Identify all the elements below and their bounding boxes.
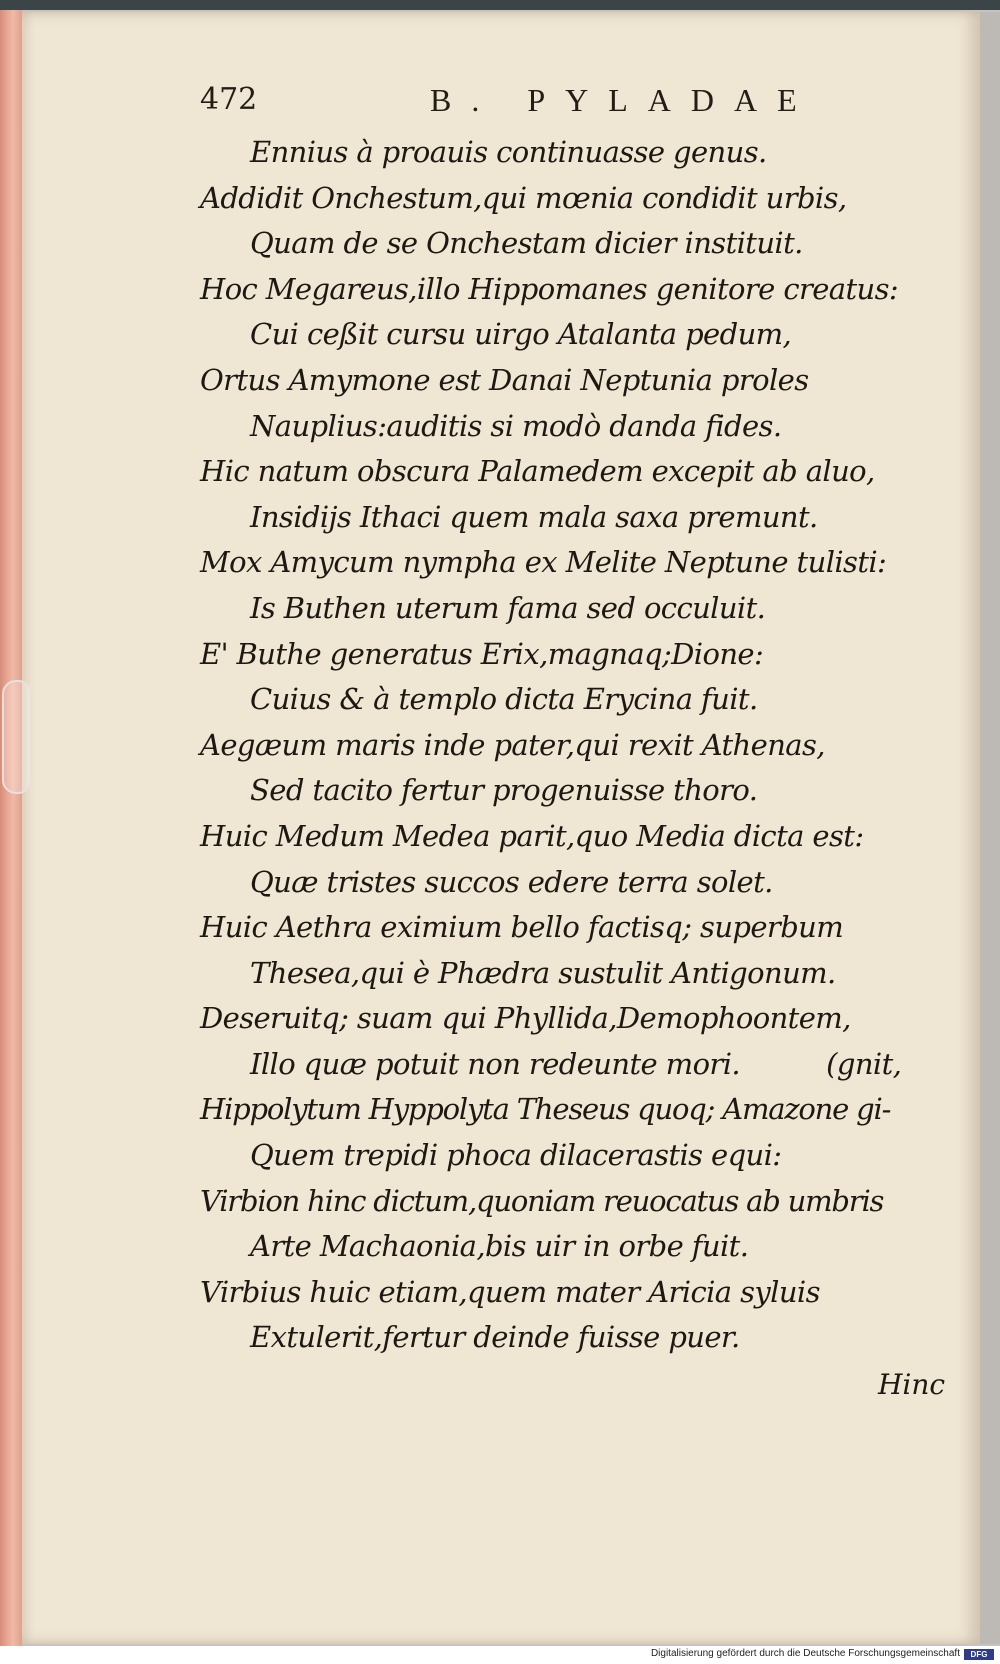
verse-line: Ennius à proauis continuasse genus. xyxy=(250,135,767,169)
verse-line: Is Buthen uterum fama sed occuluit. xyxy=(250,590,766,625)
verse-line: Virbius huic etiam,quem mater Aricia syluis xyxy=(200,1274,820,1309)
poem-text xyxy=(200,130,920,1361)
catchword: Hinc xyxy=(878,1368,946,1401)
dfg-logo-icon: DFG xyxy=(964,1649,994,1660)
verse-line: Arte Machaonia,bis uir in orbe fuit. xyxy=(250,1229,749,1264)
verse-line: Addidit Onchestum,qui mœnia condidit urbis, xyxy=(200,180,847,215)
verse-line: Mox Amycum nympha ex Melite Neptune tulisti: xyxy=(200,545,887,580)
verse-line: Huic Medum Medea parit,quo Media dicta est: xyxy=(200,818,864,853)
funding-credit: Digitalisierung gefördert durch die Deutsche Forschungsgemeinschaft xyxy=(650,1648,960,1659)
verse-line: Hippolytum Hyppolyta Theseus quoq; Amazone gi- xyxy=(200,1092,891,1127)
verse-line: Extulerit,fertur deinde fuisse puer. xyxy=(250,1320,740,1355)
verse-line: Deseruitq; suam qui Phyllida,Demophoontem, xyxy=(200,1001,851,1036)
verse-line: Insidijs Ithaci quem mala saxa premunt. xyxy=(250,499,818,534)
verse-line: Aegæum maris inde pater,qui rexit Athenas, xyxy=(200,727,825,762)
verse-line: Nauplius:auditis si modò danda fides. xyxy=(250,408,782,443)
verse-line: Quem trepidi phoca dilacerastis equi: xyxy=(250,1138,782,1173)
clasp-mark xyxy=(2,680,32,794)
verse-line: E' Buthe generatus Erix,magnaq;Dione: xyxy=(200,636,764,671)
digitization-footer xyxy=(0,1646,1000,1664)
verse-line: Cuius & à templo dicta Erycina fuit. xyxy=(250,682,758,717)
running-head xyxy=(200,82,817,122)
verse-line: Huic Aethra eximium bello factisq; superbum xyxy=(200,910,844,945)
verse-line: Virbion hinc dictum,quoniam reuocatus ab umbris xyxy=(200,1183,884,1218)
gutter-shadow xyxy=(980,12,1000,1644)
verse-line: Cui ceßit cursu uirgo Atalanta pedum, xyxy=(250,317,792,352)
verse-line: Quæ tristes succos edere terra solet. xyxy=(250,864,773,899)
verse-line: Sed tacito fertur progenuisse thoro. xyxy=(250,773,758,808)
page-number: 472 xyxy=(200,82,258,117)
verse-line: Hoc Megareus,illo Hippomanes genitore creatus: xyxy=(200,271,899,306)
verse-line: Hic natum obscura Palamedem excepit ab aluo, xyxy=(200,454,875,489)
verse-line: Illo quæ potuit non redeunte mori. (gnit, xyxy=(250,1046,902,1081)
running-title: B. PYLADAE xyxy=(430,82,817,118)
verse-line: Ortus Amymone est Danai Neptunia proles xyxy=(200,362,809,397)
page-fore-edge xyxy=(0,10,22,1646)
verse-line: Quam de se Onchestam dicier instituit. xyxy=(250,226,803,261)
verse-line: Thesea,qui è Phædra sustulit Antigonum. xyxy=(250,955,836,990)
